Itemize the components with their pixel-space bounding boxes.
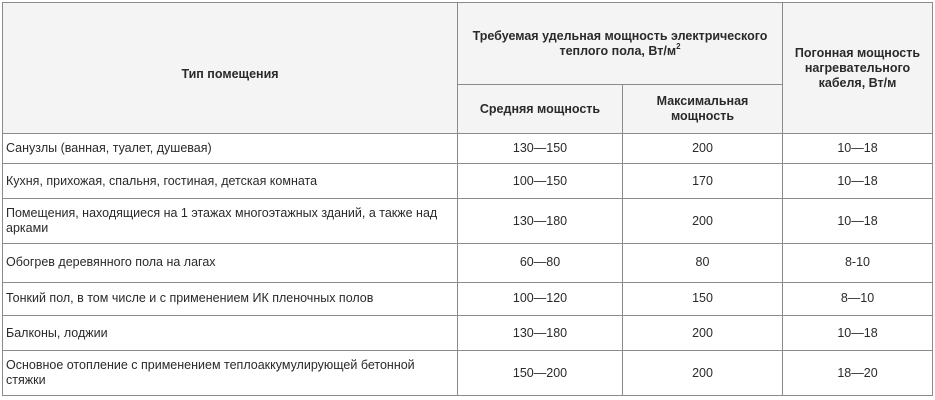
table-row (3, 315, 933, 350)
header-specific-power-text: Требуемая удельная мощность электрического теплого пола, Вт/м (472, 28, 768, 58)
header-room-type: Тип помещения (3, 3, 458, 134)
cell-room-type: Тонкий пол, в том числе и с применением ИК пленочных полов (3, 282, 458, 315)
cell-max-power: 150 (623, 282, 783, 315)
cell-linear-power: 10—18 (783, 134, 933, 164)
cell-linear-power: 10—18 (783, 199, 933, 244)
cell-linear-power: 10—18 (783, 164, 933, 199)
header-avg-power: Средняя мощность (458, 85, 623, 134)
table-row (3, 351, 933, 396)
table-row (3, 244, 933, 282)
cell-avg-power: 130—180 (458, 199, 623, 244)
cell-max-power: 80 (623, 244, 783, 282)
cell-linear-power: 8—10 (783, 282, 933, 315)
header-linear-power: Погонная мощность нагревательного кабеля, Вт/м (783, 3, 933, 134)
cell-max-power: 200 (623, 199, 783, 244)
header-specific-power (458, 3, 783, 85)
cell-avg-power: 60—80 (458, 244, 623, 282)
cell-avg-power: 130—150 (458, 134, 623, 164)
cell-avg-power: 100—150 (458, 164, 623, 199)
cell-max-power: 170 (623, 164, 783, 199)
header-max-power: Максимальная мощность (623, 85, 783, 134)
cell-avg-power: 150—200 (458, 351, 623, 396)
table-row (3, 134, 933, 164)
cell-avg-power: 100—120 (458, 282, 623, 315)
cell-room-type: Обогрев деревянного пола на лагах (3, 244, 458, 282)
cell-linear-power: 8-10 (783, 244, 933, 282)
cell-max-power: 200 (623, 315, 783, 350)
cell-room-type: Балконы, лоджии (3, 315, 458, 350)
cell-max-power: 200 (623, 134, 783, 164)
power-table (2, 2, 933, 396)
cell-linear-power: 10—18 (783, 315, 933, 350)
table-row (3, 282, 933, 315)
cell-linear-power: 18—20 (783, 351, 933, 396)
cell-room-type: Кухня, прихожая, спальня, гостиная, детская комната (3, 164, 458, 199)
header-specific-power-sup: 2 (676, 41, 681, 51)
cell-avg-power: 130—180 (458, 315, 623, 350)
cell-room-type: Основное отопление с применением теплоаккумулирующей бетонной стяжки (3, 351, 458, 396)
table-row (3, 164, 933, 199)
cell-room-type: Санузлы (ванная, туалет, душевая) (3, 134, 458, 164)
cell-max-power: 200 (623, 351, 783, 396)
table-row (3, 199, 933, 244)
header-row (3, 3, 933, 85)
cell-room-type: Помещения, находящиеся на 1 этажах многоэтажных зданий, а также над арками (3, 199, 458, 244)
power-table-container (2, 2, 932, 396)
